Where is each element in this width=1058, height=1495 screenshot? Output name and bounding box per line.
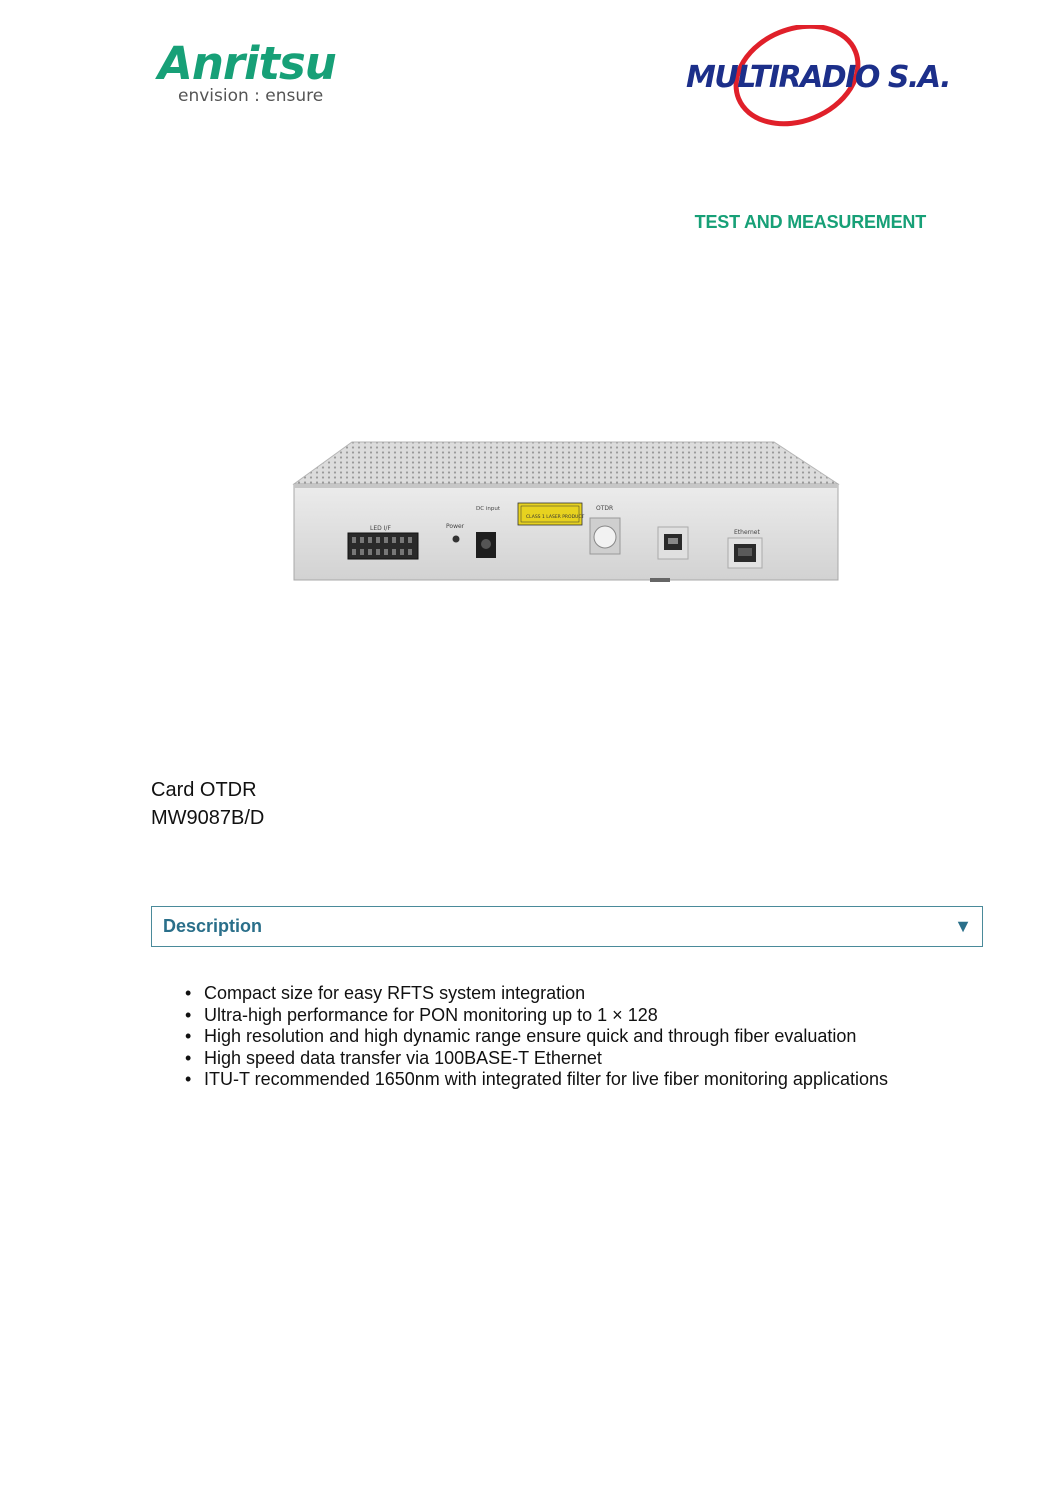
product-model: MW9087B/D xyxy=(151,807,265,829)
list-item: • High speed data transfer via 100BASE-T Ethernet xyxy=(185,1048,975,1070)
svg-text:LED I/F: LED I/F xyxy=(370,525,391,532)
svg-text:OTDR: OTDR xyxy=(596,505,614,512)
anritsu-logo-tagline: envision : ensure xyxy=(178,86,324,106)
anritsu-logo xyxy=(158,37,348,110)
description-label: Description xyxy=(163,916,263,936)
list-item: • Compact size for easy RFTS system integration xyxy=(185,983,975,1005)
list-item: • Ultra-high performance for PON monitoring up to 1 × 128 xyxy=(185,1005,975,1027)
svg-text:DC input: DC input xyxy=(476,506,500,512)
triangle-down-icon[interactable]: ▼ xyxy=(954,916,972,936)
list-item: • High resolution and high dynamic range ensure quick and through fiber evaluation xyxy=(185,1026,975,1048)
svg-text:CLASS 1 LASER PRODUCT: CLASS 1 LASER PRODUCT xyxy=(526,515,585,520)
anritsu-logo-word: Anritsu xyxy=(158,37,336,90)
product-name: Card OTDR xyxy=(151,779,257,801)
list-item: • ITU-T recommended 1650nm with integrated filter for live fiber monitoring applications xyxy=(185,1069,975,1091)
svg-text:Ethernet: Ethernet xyxy=(734,529,760,536)
card-otdr-device-icon xyxy=(290,440,840,585)
multiradio-logo-word: MULTIRADIO S.A. xyxy=(686,60,950,95)
svg-text:Power: Power xyxy=(446,523,465,530)
feature-list xyxy=(185,983,975,1091)
description-section-header[interactable] xyxy=(151,906,983,947)
multiradio-logo xyxy=(680,25,950,130)
category-heading: TEST AND MEASUREMENT xyxy=(694,212,926,232)
